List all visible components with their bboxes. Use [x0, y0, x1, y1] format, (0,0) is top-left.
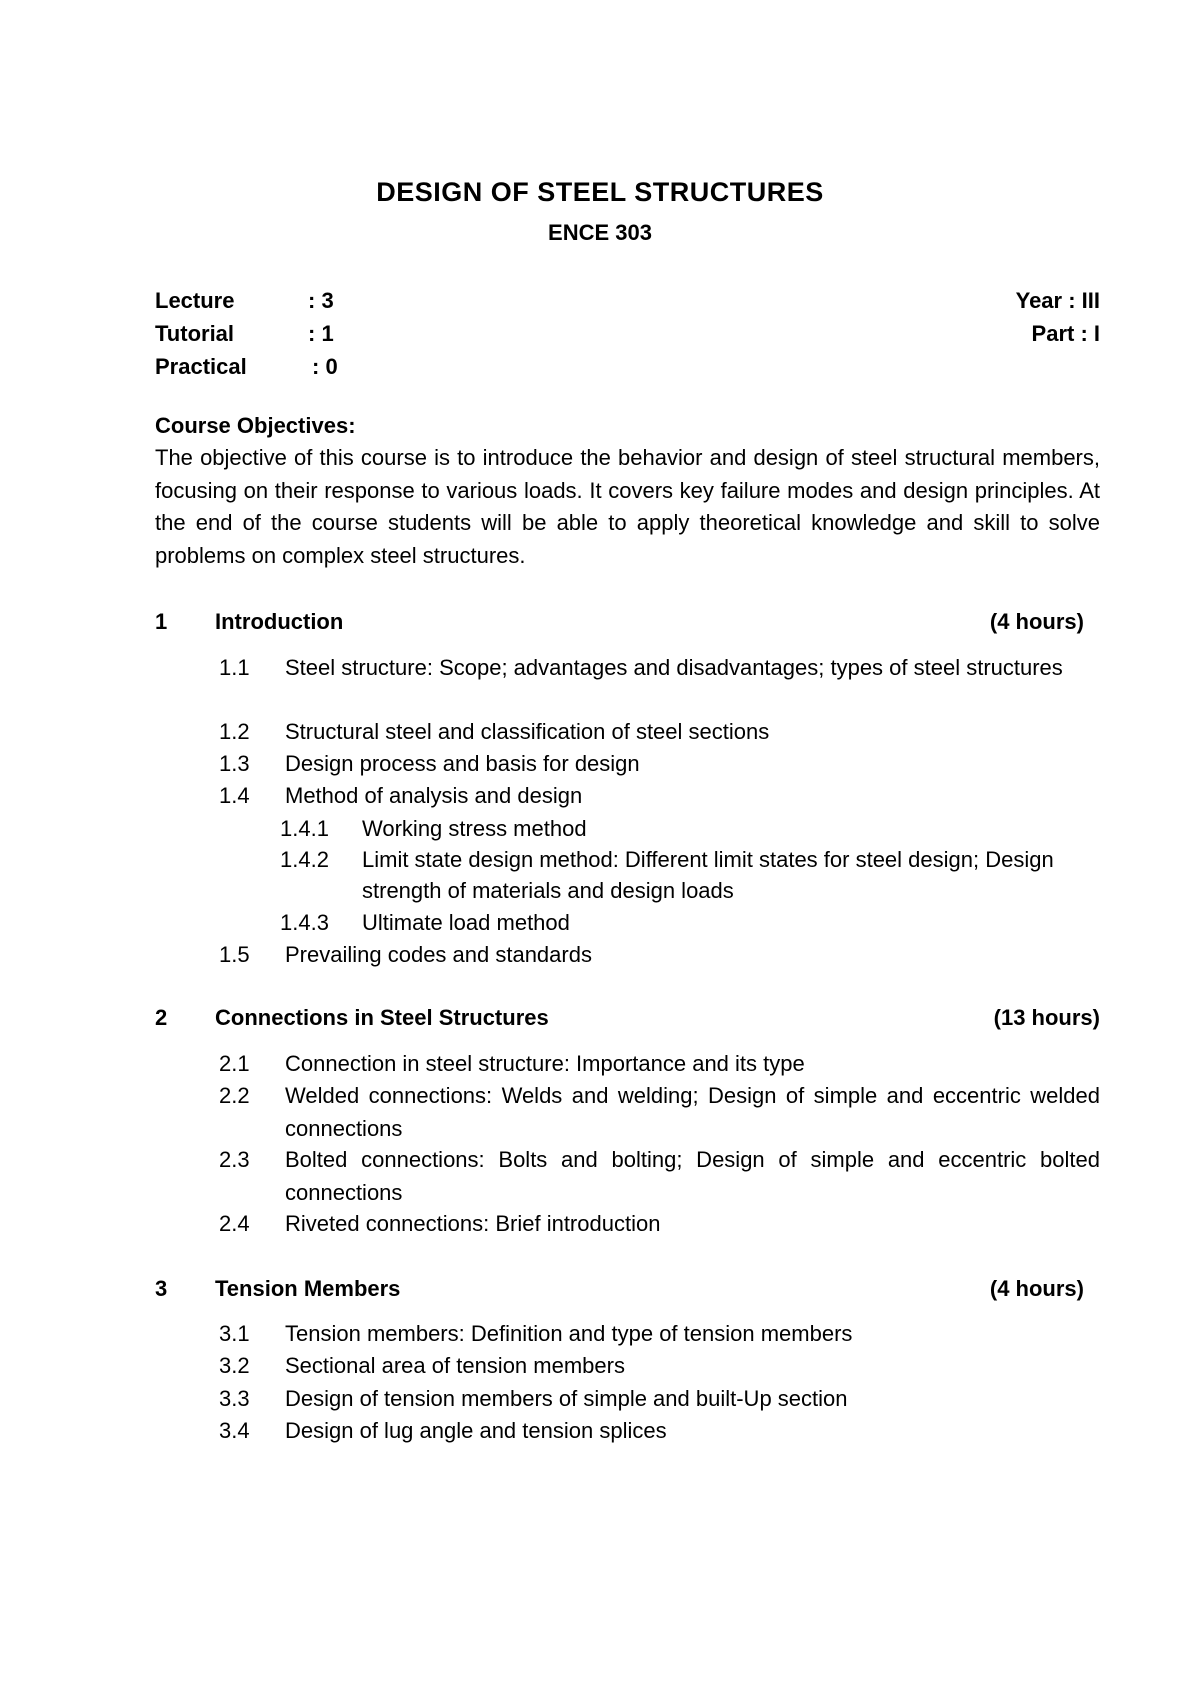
- lecture-value: : 3: [308, 288, 334, 313]
- item-number: 3.3: [219, 1386, 250, 1411]
- section-number: 1: [155, 609, 168, 634]
- subitem-text: Ultimate load method: [362, 910, 570, 935]
- item-text: Steel structure: Scope; advantages and disadvantages; types of steel structures: [285, 655, 1063, 680]
- item-text: Design of lug angle and tension splices: [285, 1418, 667, 1443]
- practical-label: Practical: [155, 354, 247, 379]
- item-text: Design of tension members of simple and built-Up section: [285, 1386, 848, 1411]
- objectives-text: The objective of this course is to introduce the behavior and design of steel structural members, focusing on their response to various loads. It covers key failure modes and design principles. At the end of the course students will be able to apply theoretical knowledge and skill to solve problems on complex steel structures.: [155, 445, 1100, 568]
- section-heading: [155, 1276, 1100, 1306]
- year-label: Year : III: [1015, 288, 1100, 313]
- section-heading: [155, 609, 1100, 639]
- item-text: Structural steel and classification of steel sections: [285, 719, 770, 744]
- objectives-heading: Course Objectives:: [155, 413, 356, 438]
- subitem-number: 1.4.1: [280, 816, 329, 841]
- item-number: 3.2: [219, 1353, 250, 1378]
- course-title: DESIGN OF STEEL STRUCTURES: [376, 177, 824, 207]
- item-number: 1.2: [219, 719, 250, 744]
- item-text: Connection in steel structure: Importance and its type: [285, 1051, 805, 1076]
- item-text: Tension members: Definition and type of tension members: [285, 1321, 853, 1346]
- meta-row-tutorial: [155, 321, 1100, 349]
- section-title: Introduction: [215, 609, 344, 634]
- course-code: ENCE 303: [548, 220, 652, 245]
- lecture-label: Lecture: [155, 288, 235, 313]
- section-heading: [155, 1005, 1100, 1035]
- section-number: 3: [155, 1276, 168, 1301]
- section-hours: (4 hours): [989, 1276, 1084, 1301]
- subitem-number: 1.4.3: [280, 910, 329, 935]
- item-text: Welded connections: Welds and welding; Design of simple and eccentric welded connections: [285, 1083, 1100, 1141]
- item-text: Prevailing codes and standards: [285, 942, 592, 967]
- item-number: 1.1: [219, 655, 250, 680]
- item-number: 3.1: [219, 1321, 250, 1346]
- item-number: 2.4: [219, 1211, 250, 1236]
- item-text: Method of analysis and design: [285, 783, 583, 808]
- item-number: 2.2: [219, 1083, 250, 1108]
- item-number: 1.5: [219, 942, 250, 967]
- item-text: Bolted connections: Bolts and bolting; Design of simple and eccentric bolted connections: [285, 1147, 1100, 1205]
- subitem-text: Working stress method: [362, 816, 587, 841]
- section-hours: (4 hours): [989, 609, 1084, 634]
- section-title: Connections in Steel Structures: [215, 1005, 549, 1030]
- part-label: Part : I: [1031, 321, 1100, 346]
- item-text: Riveted connections: Brief introduction: [285, 1211, 661, 1236]
- tutorial-label: Tutorial: [155, 321, 235, 346]
- subitem-number: 1.4.2: [280, 847, 329, 872]
- meta-row-practical: [155, 354, 1100, 382]
- item-number: 2.3: [219, 1147, 250, 1172]
- item-number: 3.4: [219, 1418, 250, 1443]
- section-number: 2: [155, 1005, 168, 1030]
- item-number: 1.4: [219, 783, 250, 808]
- section-title: Tension Members: [215, 1276, 401, 1301]
- tutorial-value: : 1: [308, 321, 334, 346]
- meta-row-lecture: [155, 288, 1100, 316]
- subitem-text: Limit state design method: Different limit states for steel design; Design strength of materials and design loads: [362, 847, 1054, 903]
- item-number: 2.1: [219, 1051, 250, 1076]
- item-number: 1.3: [219, 751, 250, 776]
- item-text: Design process and basis for design: [285, 751, 640, 776]
- section-hours: (13 hours): [993, 1005, 1100, 1030]
- practical-value: : 0: [312, 354, 338, 379]
- item-text: Sectional area of tension members: [285, 1353, 625, 1378]
